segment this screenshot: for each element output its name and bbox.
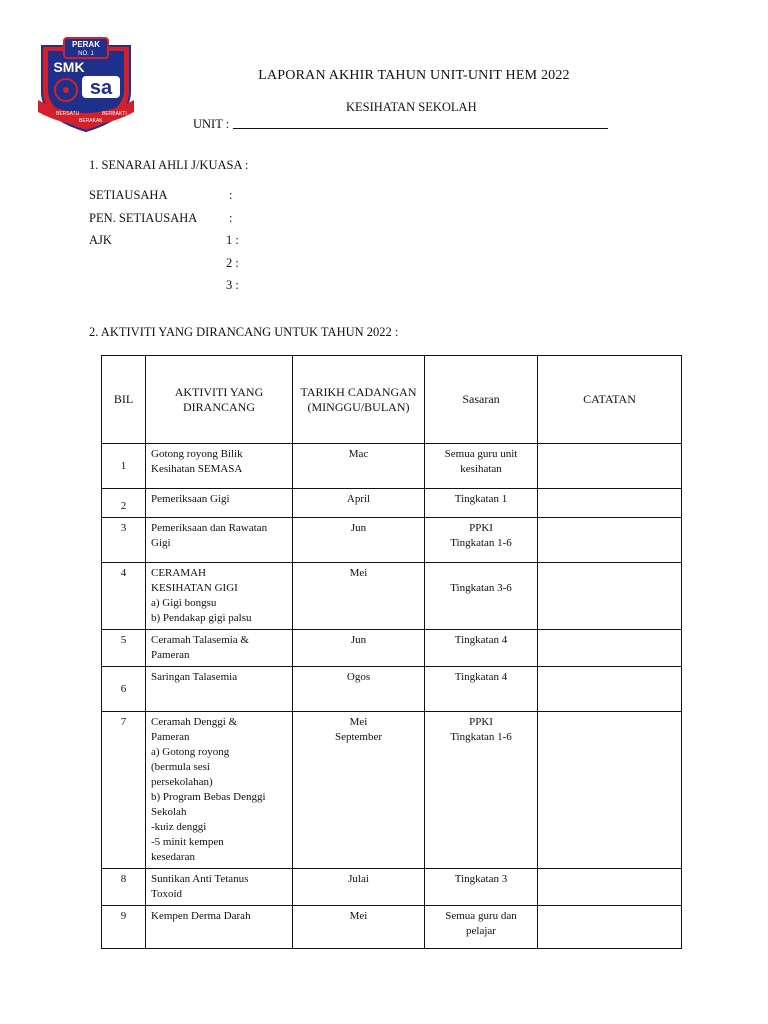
cell-aktiviti: Pemeriksaan Gigi — [146, 489, 293, 518]
cell-bil: 3 — [102, 518, 146, 563]
table-header-row — [102, 356, 682, 444]
section2-heading: 2. AKTIVITI YANG DIRANCANG UNTUK TAHUN 2022 : — [89, 325, 399, 339]
unit-label: UNIT : — [193, 117, 230, 131]
cell-aktiviti: Kempen Derma Darah — [146, 906, 293, 949]
cell-aktiviti: Suntikan Anti Tetanus Toxoid — [146, 869, 293, 906]
cell-bil: 5 — [102, 630, 146, 667]
table-row — [102, 489, 682, 518]
cell-sasaran: PPKI Tingkatan 1-6 — [425, 712, 538, 869]
table-row — [102, 444, 682, 489]
cell-sasaran: Tingkatan 1 — [425, 489, 538, 518]
school-logo — [36, 34, 136, 134]
cell-catatan — [538, 712, 682, 869]
cell-bil: 1 — [102, 444, 146, 489]
cell-tarikh: Mei — [293, 906, 425, 949]
cell-sasaran: PPKI Tingkatan 1-6 — [425, 518, 538, 563]
cell-sasaran: Semua guru dan pelajar — [425, 906, 538, 949]
cell-catatan — [538, 906, 682, 949]
committee-sep-ajk-1: 1 : — [226, 233, 239, 247]
cell-catatan — [538, 563, 682, 630]
committee-label-ajk: AJK — [89, 233, 112, 247]
cell-tarikh: Mei September — [293, 712, 425, 869]
header-tarikh: TARIKH CADANGAN (MINGGU/BULAN) — [293, 356, 425, 444]
logo-sa-text: sa — [89, 77, 113, 99]
cell-bil: 7 — [102, 712, 146, 869]
cell-bil: 6 — [102, 667, 146, 712]
cell-sasaran: Semua guru unit kesihatan — [425, 444, 538, 489]
logo-no-text: NO. 1 — [78, 51, 94, 57]
table-row — [102, 563, 682, 630]
table-row — [102, 630, 682, 667]
header-catatan: CATATAN — [538, 356, 682, 444]
cell-catatan — [538, 869, 682, 906]
cell-aktiviti: Pemeriksaan dan Rawatan Gigi — [146, 518, 293, 563]
logo-top-text: PERAK — [71, 40, 101, 49]
cell-aktiviti: Ceramah Talasemia & Pameran — [146, 630, 293, 667]
cell-catatan — [538, 489, 682, 518]
cell-catatan — [538, 444, 682, 489]
section1-heading: 1. SENARAI AHLI J/KUASA : — [89, 158, 249, 172]
activity-table — [101, 355, 682, 949]
cell-bil: 8 — [102, 869, 146, 906]
cell-tarikh: Ogos — [293, 667, 425, 712]
document-title-text: LAPORAN AKHIR TAHUN UNIT-UNIT HEM 2022 — [258, 68, 570, 83]
cell-aktiviti: CERAMAH KESIHATAN GIGI a) Gigi bongsu b) Pendakap gigi palsu — [146, 563, 293, 630]
logo-ribbon-2: BERAKAK — [79, 118, 103, 124]
cell-bil: 9 — [102, 906, 146, 949]
logo-ribbon-1: BERSATU — [56, 111, 80, 117]
cell-bil: 4 — [102, 563, 146, 630]
cell-tarikh: Jun — [293, 630, 425, 667]
table-row — [102, 667, 682, 712]
committee-label-setiausaha: SETIAUSAHA — [89, 188, 168, 202]
document-title — [0, 68, 768, 84]
unit-underline — [233, 128, 608, 129]
committee-sep-ajk-2: 2 : — [226, 256, 239, 270]
committee-label-pen-setiausaha: PEN. SETIAUSAHA — [89, 211, 198, 225]
cell-tarikh: April — [293, 489, 425, 518]
header-sasaran: Sasaran — [425, 356, 538, 444]
cell-aktiviti: Saringan Talasemia — [146, 667, 293, 712]
document-subtitle: KESIHATAN SEKOLAH — [346, 100, 477, 114]
table-row — [102, 518, 682, 563]
cell-tarikh: Mei — [293, 563, 425, 630]
cell-catatan — [538, 518, 682, 563]
cell-catatan — [538, 667, 682, 712]
header-aktiviti: AKTIVITI YANG DIRANCANG — [146, 356, 293, 444]
table-row — [102, 906, 682, 949]
header-bil: BIL — [102, 356, 146, 444]
cell-aktiviti: Ceramah Denggi & Pameran a) Gotong royong (bermula sesi persekolahan) b) Program Bebas Denggi Sekolah -kuiz denggi -5 minit kempen kesedaran — [146, 712, 293, 869]
cell-catatan — [538, 630, 682, 667]
cell-sasaran: Tingkatan 4 — [425, 667, 538, 712]
cell-sasaran: Tingkatan 3 — [425, 869, 538, 906]
table-row — [102, 869, 682, 906]
cell-tarikh: Mac — [293, 444, 425, 489]
cell-bil: 2 — [102, 489, 146, 518]
logo-smk-text: SMK — [53, 59, 85, 75]
cell-aktiviti: Gotong royong Bilik Kesihatan SEMASA — [146, 444, 293, 489]
committee-sep-pen-setiausaha: : — [229, 211, 233, 225]
cell-sasaran: Tingkatan 4 — [425, 630, 538, 667]
committee-sep-ajk-3: 3 : — [226, 278, 239, 292]
cell-tarikh: Jun — [293, 518, 425, 563]
cell-tarikh: Julai — [293, 869, 425, 906]
committee-sep-setiausaha: : — [229, 188, 233, 202]
cell-sasaran: Tingkatan 3-6 — [425, 563, 538, 630]
table-row — [102, 712, 682, 869]
logo-ribbon-3: BERBAKTI — [102, 111, 127, 117]
